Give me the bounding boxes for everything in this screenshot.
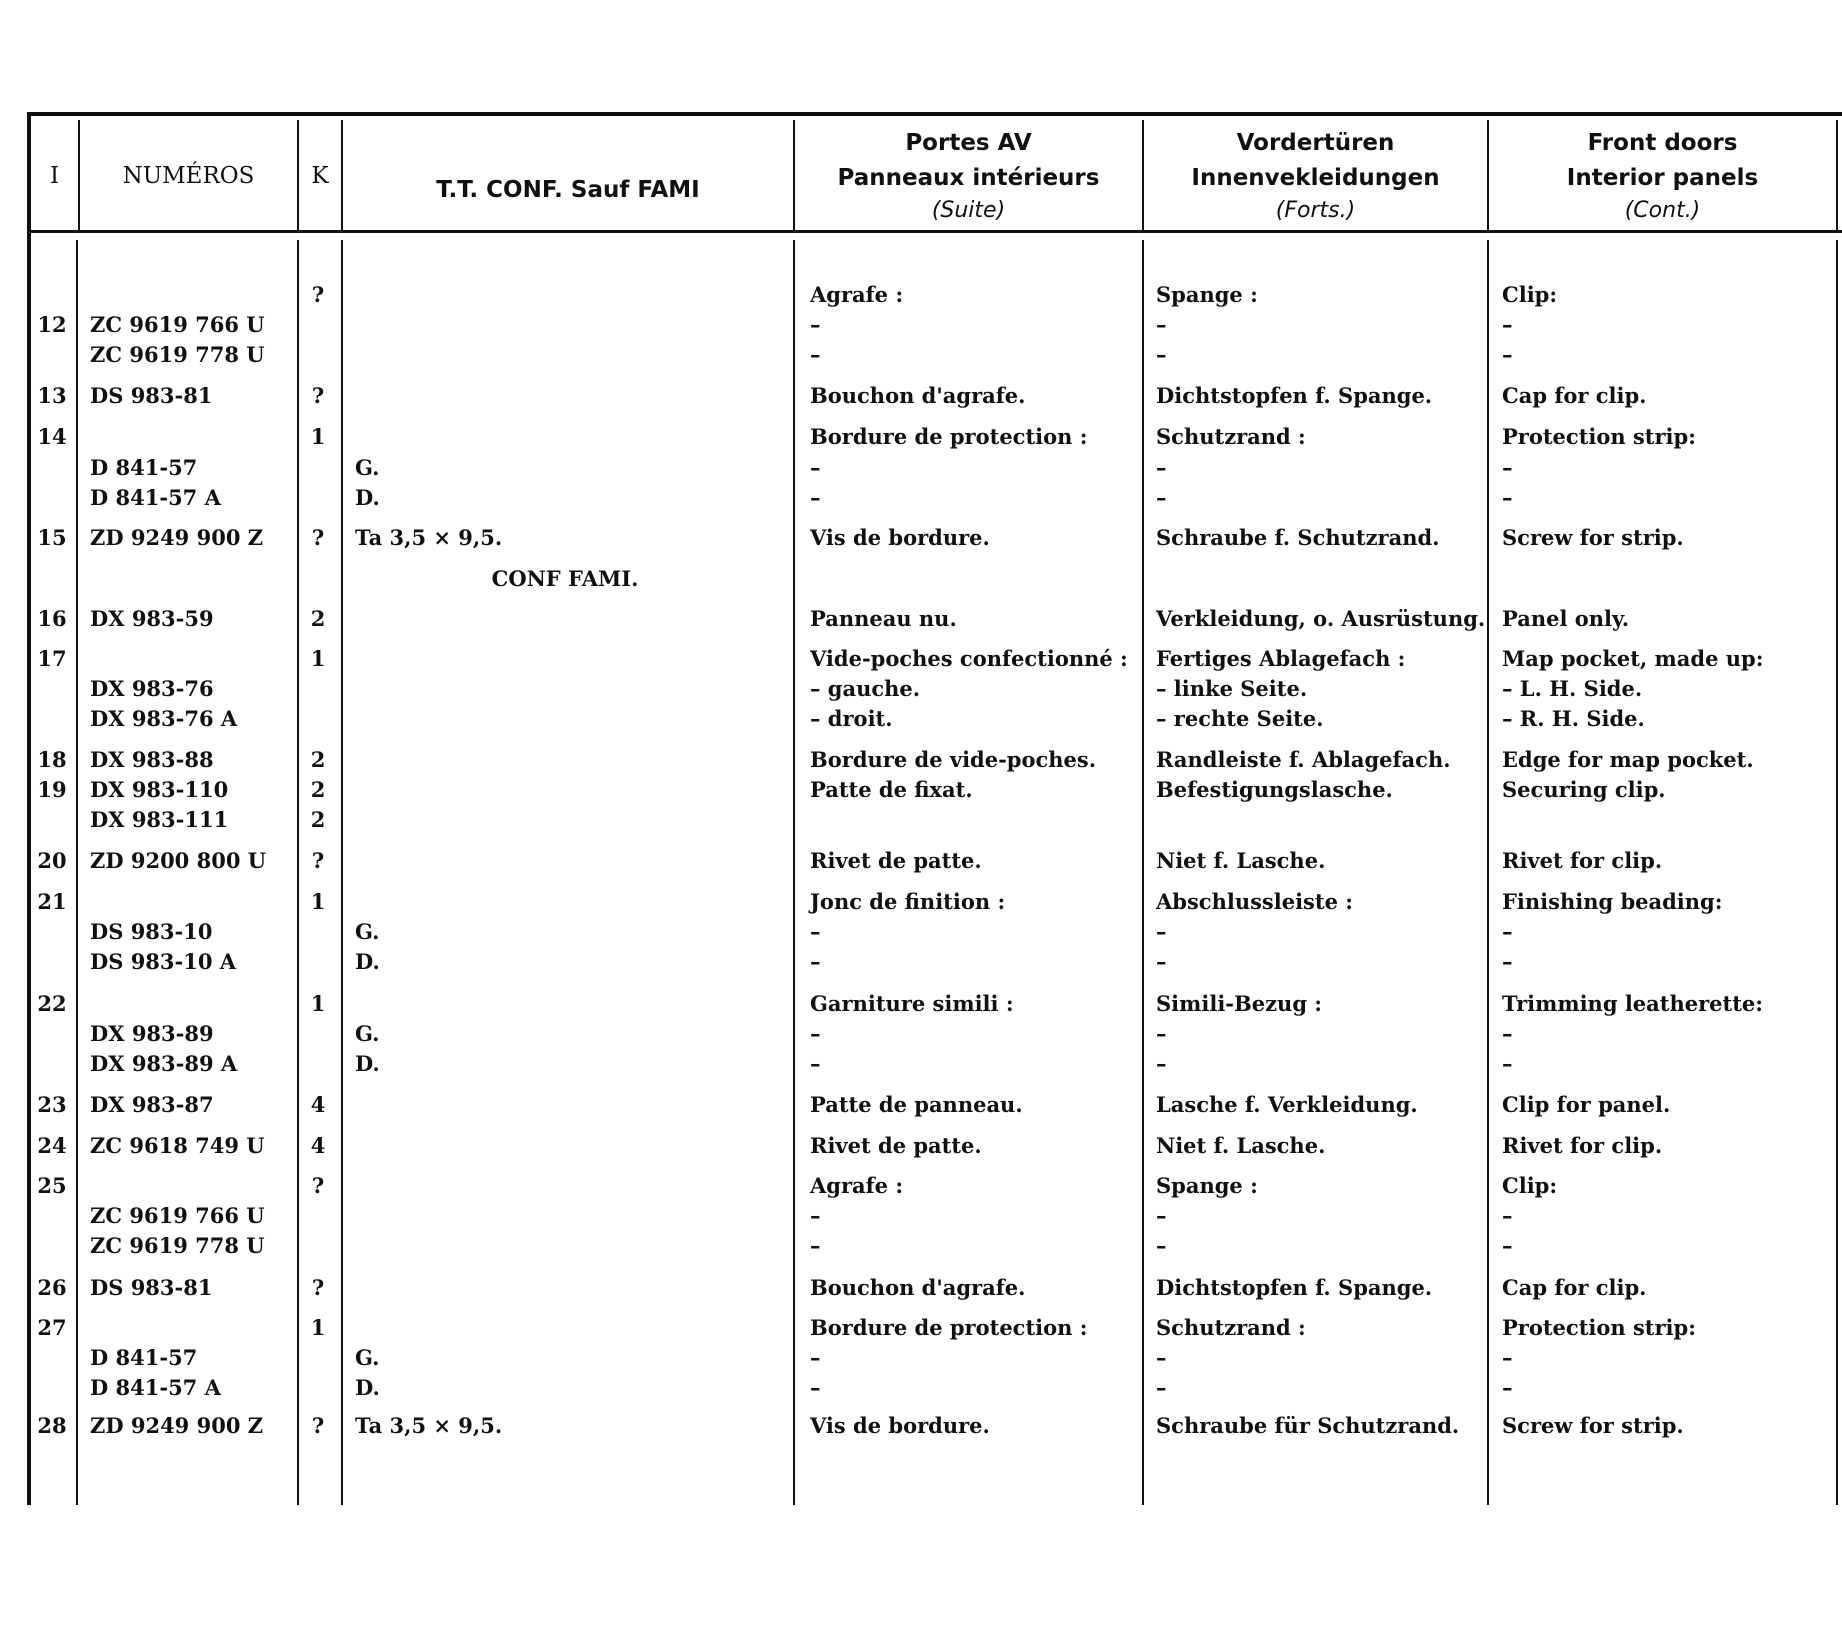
row-index: 27 xyxy=(37,1315,67,1340)
description-en: – xyxy=(1502,1375,1513,1400)
table-row xyxy=(0,1342,1842,1374)
header-en-line3: (Cont.) xyxy=(1624,198,1701,223)
quantity: ? xyxy=(311,848,325,873)
specification: Ta 3,5 × 9,5. xyxy=(355,1413,503,1438)
description-en: Edge for map pocket. xyxy=(1502,747,1754,772)
part-number: DX 983-59 xyxy=(90,606,214,631)
description-de: Schraube für Schutzrand. xyxy=(1156,1413,1460,1438)
part-number: DX 983-76 A xyxy=(90,706,238,731)
header-french xyxy=(795,120,1142,232)
description-fr: – xyxy=(810,949,821,974)
table-row xyxy=(0,1312,1842,1344)
description-en: Panel only. xyxy=(1502,606,1630,631)
header-fr-line3: (Suite) xyxy=(931,198,1006,223)
description-en: – xyxy=(1502,1051,1513,1076)
section-note: CONF FAMI. xyxy=(491,566,639,591)
description-fr: – xyxy=(810,919,821,944)
part-number: ZD 9249 900 Z xyxy=(90,1413,264,1438)
description-de: – xyxy=(1156,1051,1167,1076)
part-number: DS 983-10 xyxy=(90,919,213,944)
description-fr: Agrafe : xyxy=(810,1173,904,1198)
table-row xyxy=(0,1130,1842,1162)
description-de: Verkleidung, o. Ausrüstung. xyxy=(1156,606,1486,631)
table-row xyxy=(0,845,1842,877)
row-index: 12 xyxy=(37,312,67,337)
table-row xyxy=(0,309,1842,341)
description-en: – xyxy=(1502,1021,1513,1046)
header-en-line1: Front doors xyxy=(1587,130,1738,156)
description-fr: Vis de bordure. xyxy=(810,1413,990,1438)
description-en: – xyxy=(1502,455,1513,480)
table-row xyxy=(0,744,1842,776)
description-de: Fertiges Ablagefach : xyxy=(1156,646,1406,671)
description-fr: – gauche. xyxy=(810,676,921,701)
row-index: 16 xyxy=(37,606,67,631)
description-en: Rivet for clip. xyxy=(1502,848,1663,873)
quantity: 4 xyxy=(310,1133,326,1158)
description-de: – xyxy=(1156,1203,1167,1228)
quantity: ? xyxy=(311,1275,325,1300)
description-de: – xyxy=(1156,919,1167,944)
header-de-line2: Innenvekleidungen xyxy=(1191,165,1440,191)
table-row xyxy=(0,673,1842,705)
part-number: ZD 9249 900 Z xyxy=(90,525,264,550)
header-de-line1: Vordertüren xyxy=(1236,130,1395,156)
table-row xyxy=(0,603,1842,635)
row-index: 14 xyxy=(37,424,67,449)
header-numbers-label: NUMÉROS xyxy=(122,163,255,189)
description-en: Finishing beading: xyxy=(1502,889,1723,914)
header-en-line2: Interior panels xyxy=(1566,165,1759,191)
row-index: 25 xyxy=(37,1173,67,1198)
description-de: – xyxy=(1156,949,1167,974)
header-numbers xyxy=(80,120,297,232)
part-number: D 841-57 A xyxy=(90,485,221,510)
description-fr: Rivet de patte. xyxy=(810,1133,982,1158)
quantity: 2 xyxy=(310,747,326,772)
quantity: 4 xyxy=(310,1092,326,1117)
row-index: 21 xyxy=(37,889,67,914)
part-number: DS 983-81 xyxy=(90,383,213,408)
table-row xyxy=(0,1018,1842,1050)
quantity: ? xyxy=(311,1413,325,1438)
description-en: – xyxy=(1502,485,1513,510)
specification: G. xyxy=(355,1345,380,1370)
table-row xyxy=(0,946,1842,978)
description-en: – xyxy=(1502,949,1513,974)
part-number: DS 983-10 A xyxy=(90,949,237,974)
description-de: – linke Seite. xyxy=(1156,676,1308,701)
part-number: ZC 9619 778 U xyxy=(90,342,265,367)
description-de: Dichtstopfen f. Spange. xyxy=(1156,383,1433,408)
description-en: – xyxy=(1502,1203,1513,1228)
description-fr: Garniture simili : xyxy=(810,991,1014,1016)
part-number: ZC 9618 749 U xyxy=(90,1133,265,1158)
description-en: – L. H. Side. xyxy=(1502,676,1643,701)
description-de: – xyxy=(1156,485,1167,510)
table-row xyxy=(0,522,1842,554)
specification: G. xyxy=(355,919,380,944)
table-row xyxy=(0,988,1842,1020)
row-index: 15 xyxy=(37,525,67,550)
specification: Ta 3,5 × 9,5. xyxy=(355,525,503,550)
part-number: DX 983-88 xyxy=(90,747,214,772)
row-index: 28 xyxy=(37,1413,67,1438)
row-index: 24 xyxy=(37,1133,67,1158)
part-number: DX 983-110 xyxy=(90,777,229,802)
description-fr: – xyxy=(810,1345,821,1370)
description-en: Cap for clip. xyxy=(1502,1275,1647,1300)
row-index: 23 xyxy=(37,1092,67,1117)
table-row xyxy=(0,1048,1842,1080)
description-fr: Panneau nu. xyxy=(810,606,957,631)
row-index: 19 xyxy=(37,777,67,802)
description-de: – xyxy=(1156,1021,1167,1046)
description-de: – xyxy=(1156,455,1167,480)
description-en: Screw for strip. xyxy=(1502,525,1684,550)
description-en: Rivet for clip. xyxy=(1502,1133,1663,1158)
quantity: 1 xyxy=(310,991,326,1016)
description-fr: – droit. xyxy=(810,706,893,731)
specification: D. xyxy=(355,1375,380,1400)
part-number: DX 983-89 xyxy=(90,1021,214,1046)
header-fr-line1: Portes AV xyxy=(905,130,1032,156)
header-index-label: I xyxy=(49,163,60,189)
header-spec xyxy=(343,120,793,246)
description-fr: Jonc de finition : xyxy=(810,889,1006,914)
part-number: ZC 9619 778 U xyxy=(90,1233,265,1258)
quantity: 2 xyxy=(310,777,326,802)
row-index: 22 xyxy=(37,991,67,1016)
description-de: Schutzrand : xyxy=(1156,1315,1306,1340)
table-row xyxy=(0,452,1842,484)
description-de: Schutzrand : xyxy=(1156,424,1306,449)
description-fr: Bouchon d'agrafe. xyxy=(810,1275,1026,1300)
table-row xyxy=(0,1410,1842,1442)
table-row xyxy=(0,774,1842,806)
part-number: DX 983-111 xyxy=(90,807,229,832)
description-de: Niet f. Lasche. xyxy=(1156,1133,1326,1158)
quantity: 1 xyxy=(310,889,326,914)
description-fr: – xyxy=(810,455,821,480)
description-de: – xyxy=(1156,1345,1167,1370)
header-k xyxy=(299,120,341,232)
description-de: Spange : xyxy=(1156,282,1258,307)
table-row xyxy=(0,804,1842,836)
description-de: – xyxy=(1156,1233,1167,1258)
description-fr: Vis de bordure. xyxy=(810,525,990,550)
table-row xyxy=(0,1200,1842,1232)
header-german xyxy=(1144,120,1487,232)
table-row xyxy=(0,1372,1842,1404)
specification: D. xyxy=(355,485,380,510)
quantity: 1 xyxy=(310,646,326,671)
description-en: Clip: xyxy=(1502,282,1558,307)
header-index xyxy=(31,120,78,232)
header-fr-line2: Panneaux intérieurs xyxy=(837,165,1100,191)
quantity: ? xyxy=(311,1173,325,1198)
description-en: – xyxy=(1502,1345,1513,1370)
description-fr: Bouchon d'agrafe. xyxy=(810,383,1026,408)
part-number: DX 983-87 xyxy=(90,1092,214,1117)
row-index: 18 xyxy=(37,747,67,772)
quantity: 1 xyxy=(310,1315,326,1340)
description-en: – R. H. Side. xyxy=(1502,706,1645,731)
part-number: ZC 9619 766 U xyxy=(90,1203,265,1228)
description-fr: Patte de fixat. xyxy=(810,777,973,802)
table-row xyxy=(0,563,1842,595)
table-row xyxy=(0,339,1842,371)
table-row xyxy=(0,916,1842,948)
description-fr: – xyxy=(810,1375,821,1400)
description-fr: Agrafe : xyxy=(810,282,904,307)
quantity: ? xyxy=(311,383,325,408)
part-number: D 841-57 xyxy=(90,1345,198,1370)
description-fr: Vide-poches confectionné : xyxy=(810,646,1128,671)
table-row xyxy=(0,279,1842,311)
specification: G. xyxy=(355,455,380,480)
description-de: Befestigungslasche. xyxy=(1156,777,1393,802)
row-index: 13 xyxy=(37,383,67,408)
description-de: – rechte Seite. xyxy=(1156,706,1324,731)
table-row xyxy=(0,703,1842,735)
table-row xyxy=(0,643,1842,675)
row-index: 20 xyxy=(37,848,67,873)
header-de-line3: (Forts.) xyxy=(1275,198,1356,223)
description-fr: – xyxy=(810,1233,821,1258)
description-fr: – xyxy=(810,1051,821,1076)
part-number: D 841-57 A xyxy=(90,1375,221,1400)
description-de: – xyxy=(1156,342,1167,367)
quantity: 2 xyxy=(310,807,326,832)
part-number: ZD 9200 800 U xyxy=(90,848,267,873)
description-de: Abschlussleiste : xyxy=(1156,889,1354,914)
table-row xyxy=(0,482,1842,514)
top-border xyxy=(28,112,1842,116)
description-de: – xyxy=(1156,1375,1167,1400)
description-de: Randleiste f. Ablagefach. xyxy=(1156,747,1451,772)
header-k-label: K xyxy=(311,163,329,189)
description-en: – xyxy=(1502,342,1513,367)
table-row xyxy=(0,1230,1842,1262)
quantity: ? xyxy=(311,525,325,550)
part-number: DX 983-76 xyxy=(90,676,214,701)
table-row xyxy=(0,421,1842,453)
description-de: Niet f. Lasche. xyxy=(1156,848,1326,873)
description-en: Securing clip. xyxy=(1502,777,1666,802)
description-en: Map pocket, made up: xyxy=(1502,646,1764,671)
description-fr: – xyxy=(810,342,821,367)
table-row xyxy=(0,380,1842,412)
row-index: 26 xyxy=(37,1275,67,1300)
description-fr: – xyxy=(810,312,821,337)
row-index: 17 xyxy=(37,646,67,671)
description-de: Simili-Bezug : xyxy=(1156,991,1323,1016)
part-number: ZC 9619 766 U xyxy=(90,312,265,337)
description-de: Lasche f. Verkleidung. xyxy=(1156,1092,1418,1117)
description-de: Schraube f. Schutzrand. xyxy=(1156,525,1440,550)
description-en: Protection strip: xyxy=(1502,424,1696,449)
table-row xyxy=(0,1089,1842,1121)
description-fr: – xyxy=(810,1021,821,1046)
header-spec-label: T.T. CONF. Sauf FAMI xyxy=(436,176,700,203)
description-fr: – xyxy=(810,485,821,510)
description-fr: Bordure de protection : xyxy=(810,1315,1088,1340)
description-fr: Rivet de patte. xyxy=(810,848,982,873)
specification: D. xyxy=(355,949,380,974)
description-en: – xyxy=(1502,312,1513,337)
table-row xyxy=(0,1170,1842,1202)
description-de: – xyxy=(1156,312,1167,337)
part-number: DS 983-81 xyxy=(90,1275,213,1300)
description-de: Dichtstopfen f. Spange. xyxy=(1156,1275,1433,1300)
description-fr: Bordure de protection : xyxy=(810,424,1088,449)
description-fr: – xyxy=(810,1203,821,1228)
description-en: Protection strip: xyxy=(1502,1315,1696,1340)
description-en: Clip for panel. xyxy=(1502,1092,1671,1117)
description-en: Trimming leatherette: xyxy=(1502,991,1764,1016)
table-row xyxy=(0,886,1842,918)
description-fr: Patte de panneau. xyxy=(810,1092,1023,1117)
table-row xyxy=(0,1272,1842,1304)
description-en: – xyxy=(1502,1233,1513,1258)
col-divider-7 xyxy=(1836,120,1838,230)
description-en: – xyxy=(1502,919,1513,944)
description-en: Screw for strip. xyxy=(1502,1413,1684,1438)
specification: G. xyxy=(355,1021,380,1046)
description-fr: Bordure de vide-poches. xyxy=(810,747,1097,772)
description-en: Cap for clip. xyxy=(1502,383,1647,408)
quantity: 1 xyxy=(310,424,326,449)
specification: D. xyxy=(355,1051,380,1076)
header-english xyxy=(1489,120,1836,232)
description-de: Spange : xyxy=(1156,1173,1258,1198)
part-number: D 841-57 xyxy=(90,455,198,480)
quantity: ? xyxy=(311,282,325,307)
quantity: 2 xyxy=(310,606,326,631)
description-en: Clip: xyxy=(1502,1173,1558,1198)
part-number: DX 983-89 A xyxy=(90,1051,238,1076)
